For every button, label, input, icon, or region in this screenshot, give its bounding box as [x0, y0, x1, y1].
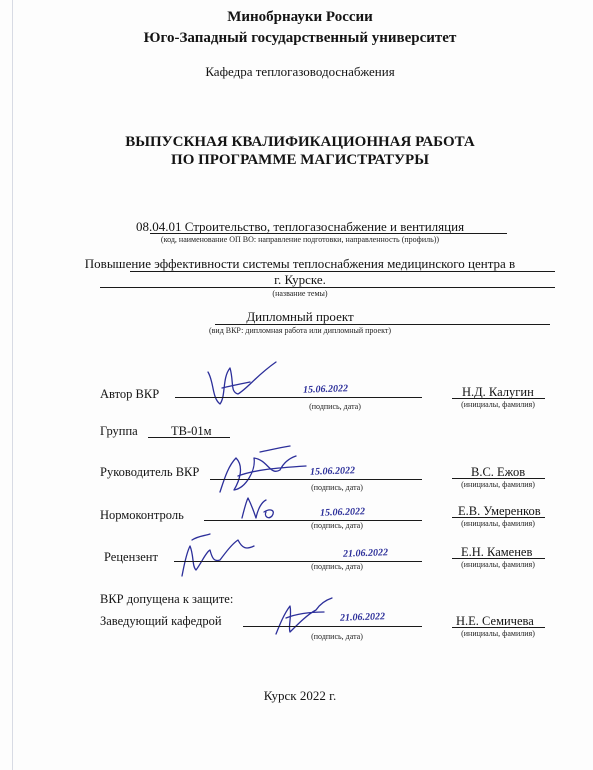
- topic-line1: Повышение эффективности системы теплоснабжения медицинского центра в: [84, 256, 516, 271]
- supervisor-signature: [210, 440, 310, 500]
- head-of-department-name: Н.Е. Семичева: [456, 614, 534, 628]
- ministry-name: Минобрнауки России: [227, 9, 373, 25]
- supervisor-signature-line: [210, 479, 422, 480]
- supervisor-name-line: [452, 478, 545, 479]
- head-of-department-date: 21.06.2022: [339, 611, 386, 624]
- supervisor-signature-caption: (подпись, дата): [311, 483, 363, 492]
- normcontrol-name-line: [452, 517, 545, 518]
- normcontrol-signature-caption: (подпись, дата): [311, 521, 363, 530]
- supervisor-date: 15.06.2022: [309, 465, 356, 478]
- author-signature-caption: (подпись, дата): [309, 402, 361, 411]
- head-of-department-signature-caption: (подпись, дата): [311, 632, 363, 641]
- topic-line2: г. Курске.: [274, 272, 326, 287]
- normcontrol-label: Нормоконтроль: [100, 508, 184, 522]
- topic-caption: (название темы): [272, 289, 328, 298]
- author-signature-line: [175, 397, 422, 398]
- reviewer-signature: [172, 526, 262, 582]
- document-title-line1: ВЫПУСКНАЯ КВАЛИФИКАЦИОННАЯ РАБОТА: [125, 134, 475, 150]
- head-of-department-name-line: [452, 627, 545, 628]
- work-type-value: Дипломный проект: [246, 309, 354, 324]
- author-name-caption: (инициалы, фамилия): [461, 400, 535, 409]
- page-edge: [12, 0, 13, 770]
- normcontrol-name: Е.В. Умеренков: [458, 504, 541, 518]
- reviewer-name-caption: (инициалы, фамилия): [461, 560, 535, 569]
- reviewer-date: 21.06.2022: [342, 547, 389, 560]
- reviewer-signature-caption: (подпись, дата): [311, 562, 363, 571]
- admission-text: ВКР допущена к защите:: [100, 592, 234, 606]
- reviewer-name: Е.Н. Каменев: [461, 545, 533, 559]
- head-of-department-signature-line: [243, 626, 422, 627]
- normcontrol-date: 15.06.2022: [319, 506, 366, 519]
- department-name: Кафедра теплогазоводоснабжения: [205, 64, 395, 79]
- head-of-department-label: Заведующий кафедрой: [100, 614, 222, 628]
- head-of-department-name-caption: (инициалы, фамилия): [461, 629, 535, 638]
- author-signature: [200, 358, 280, 408]
- work-type-underline: [215, 324, 550, 325]
- program-value: 08.04.01 Строительство, теплогазоснабжение и вентиляция: [135, 219, 465, 234]
- program-underline: [150, 233, 507, 234]
- supervisor-label: Руководитель ВКР: [100, 465, 200, 479]
- group-underline: [148, 437, 230, 438]
- group-label: Группа: [100, 424, 138, 438]
- program-caption: (код, наименование ОП ВО: направление подготовки, направленность (профиль)): [160, 235, 440, 244]
- reviewer-name-line: [452, 558, 545, 559]
- author-name-line: [452, 398, 545, 399]
- author-name: Н.Д. Калугин: [462, 385, 534, 399]
- work-type-caption: (вид ВКР: дипломная работа или дипломный проект): [208, 326, 392, 335]
- supervisor-name: В.С. Ежов: [471, 465, 526, 479]
- group-value: ТВ-01м: [171, 424, 212, 438]
- author-label: Автор ВКР: [100, 387, 160, 401]
- supervisor-name-caption: (инициалы, фамилия): [461, 480, 535, 489]
- author-date: 15.06.2022: [302, 383, 349, 396]
- city-year: Курск 2022 г.: [263, 688, 337, 703]
- reviewer-label: Рецензент: [104, 550, 158, 564]
- normcontrol-name-caption: (инициалы, фамилия): [461, 519, 535, 528]
- document-title-line2: ПО ПРОГРАММЕ МАГИСТРАТУРЫ: [171, 152, 429, 168]
- topic-underline-2: [100, 287, 555, 288]
- university-name: Юго-Западный государственный университет: [143, 30, 457, 46]
